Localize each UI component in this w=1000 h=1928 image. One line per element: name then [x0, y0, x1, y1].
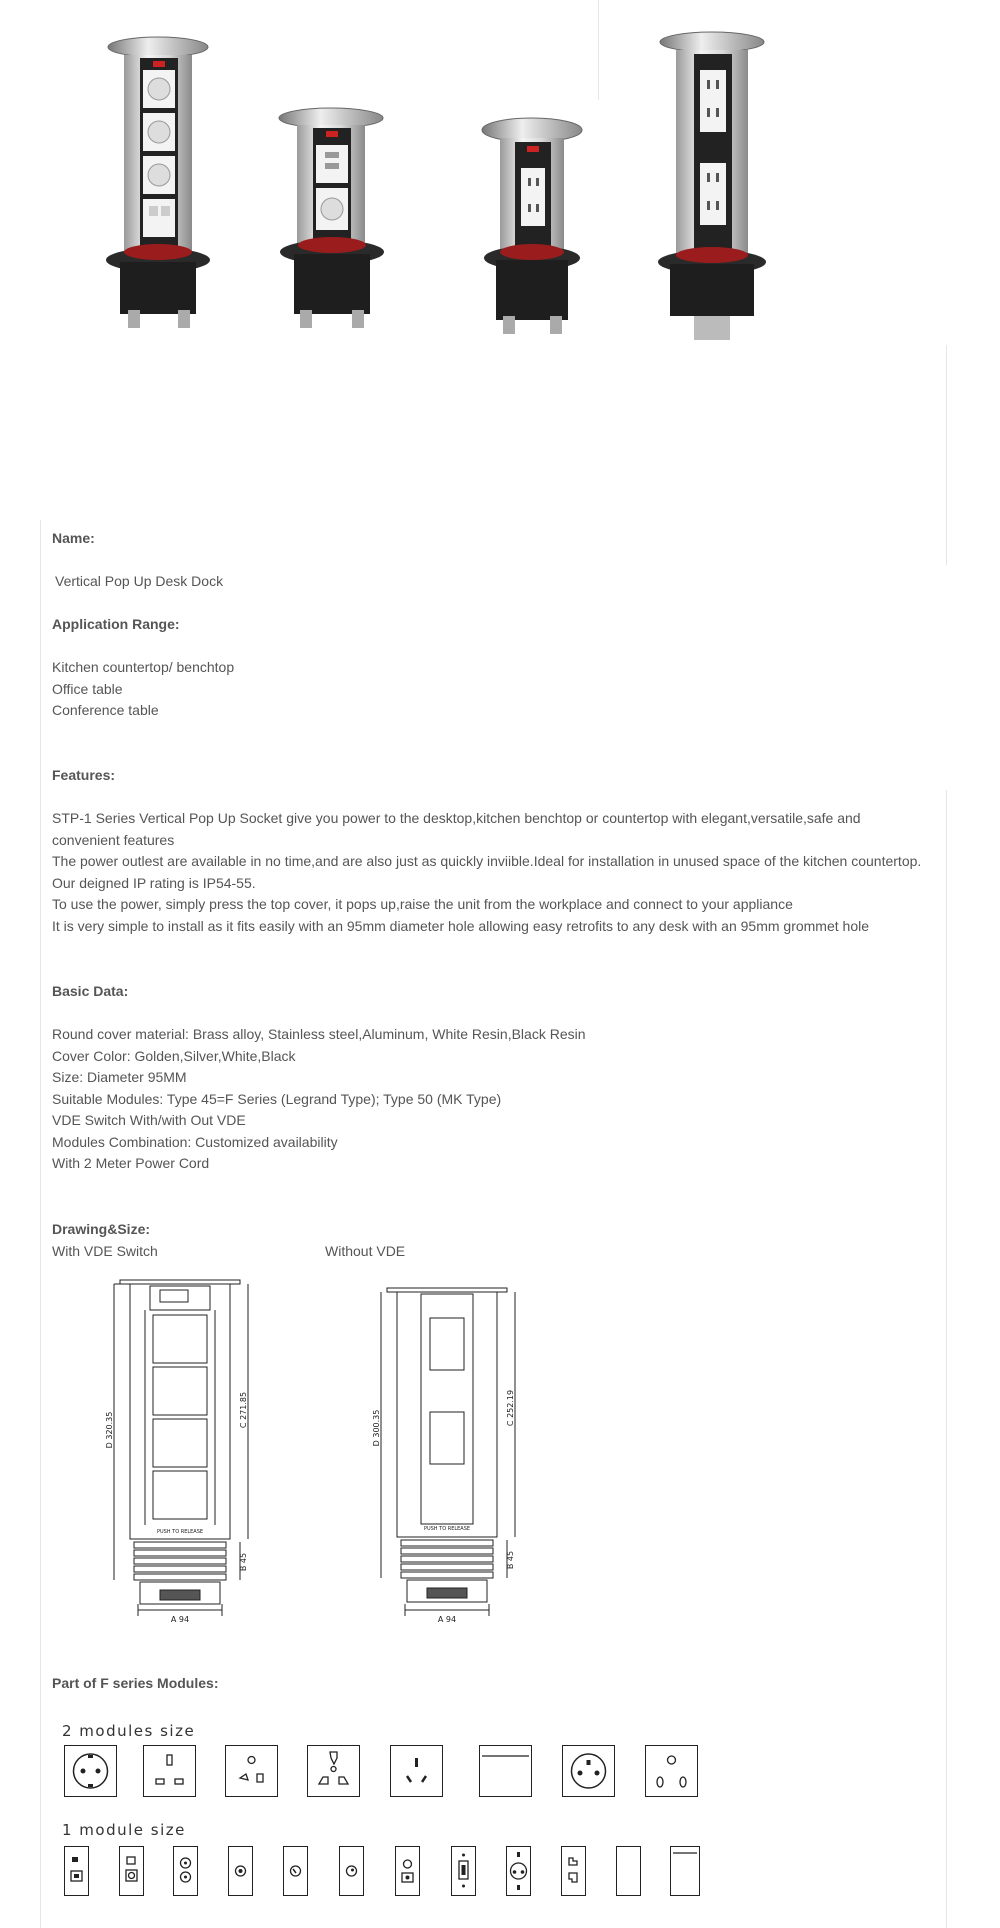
dual-data-icon — [561, 1846, 586, 1896]
usb-module-icon — [451, 1846, 476, 1896]
product-name: Vertical Pop Up Desk Dock — [55, 573, 224, 589]
features-line: To use the power, simply press the top cover, it pops up,raise the unit from the workplace and connect to your appliance — [52, 896, 793, 912]
drawing-with-vde — [100, 1270, 260, 1630]
schuko-socket-icon — [64, 1745, 117, 1797]
basic-data-line: With 2 Meter Power Cord — [52, 1155, 210, 1171]
dimension-label: C 252.19 — [506, 1389, 515, 1427]
basic-data-line: Size: Diameter 95MM — [52, 1069, 187, 1085]
basic-data-line: VDE Switch With/with Out VDE — [52, 1112, 246, 1128]
basic-data-line: Suitable Modules: Type 45=F Series (Legrand Type); Type 50 (MK Type) — [52, 1090, 502, 1107]
blank-plate-icon — [479, 1745, 532, 1797]
pop-up-socket-unit — [106, 37, 210, 328]
universal-socket-icon — [225, 1745, 278, 1797]
features-line: It is very simple to install as it fits easily with an 95mm diameter hole allowing easy retrofits to any desk with an 95mm grommet hole — [52, 917, 869, 934]
two-module-label: 2 modules size — [62, 1722, 196, 1740]
features-line: STP-1 Series Vertical Pop Up Socket give you power to the desktop,kitchen benchtop or countertop with elegant,versatile,safe and — [52, 810, 861, 826]
dimension-label: B 45 — [506, 1550, 515, 1570]
dual-jack-icon — [395, 1846, 420, 1896]
page-guide-line — [40, 520, 41, 1928]
dimension-label: B 45 — [239, 1552, 248, 1572]
name-heading: Name: — [52, 530, 95, 546]
application-item: Conference table — [52, 702, 159, 718]
basic-data-line: Cover Color: Golden,Silver,White,Black — [52, 1047, 296, 1064]
features-heading: Features: — [52, 767, 116, 783]
application-heading: Application Range: — [52, 616, 180, 632]
page-guide-line — [946, 790, 947, 1928]
dimension-label: A 94 — [437, 1615, 457, 1624]
small-socket-icon — [506, 1846, 531, 1896]
application-item: Office table — [52, 680, 123, 697]
modules-heading: Part of F series Modules: — [52, 1675, 219, 1691]
pop-up-socket-unit — [279, 108, 384, 328]
pop-up-socket-unit — [658, 32, 766, 340]
plate-text: PUSH TO RELEASE — [423, 1526, 471, 1532]
dimension-label: D 300.35 — [372, 1409, 381, 1447]
coax-jack-icon — [339, 1846, 364, 1896]
one-module-label: 1 module size — [62, 1821, 186, 1839]
french-socket-icon — [562, 1745, 615, 1797]
dimension-label: D 320.35 — [105, 1411, 114, 1449]
drawing-caption-no-vde: Without VDE — [325, 1243, 406, 1259]
rj45-module-icon — [119, 1846, 144, 1896]
basic-data-heading: Basic Data: — [52, 983, 129, 999]
dual-audio-module-icon — [173, 1846, 198, 1896]
drawing-without-vde — [365, 1278, 525, 1638]
blank-module-icon — [670, 1846, 700, 1896]
drawing-caption-vde: With VDE Switch — [52, 1243, 158, 1259]
features-line: The power outlest are available in no time,and are also just as quickly inviible.Ideal for installation in unused space of the kitchen countertop. — [52, 853, 922, 869]
drawing-heading: Drawing&Size: — [52, 1221, 151, 1237]
product-photo — [0, 0, 1000, 520]
features-line: convenient features — [52, 831, 175, 848]
application-item: Kitchen countertop/ benchtop — [52, 659, 235, 675]
features-line: Our deigned IP rating is IP54-55. — [52, 874, 256, 891]
blank-module-icon — [616, 1846, 641, 1896]
data-module-icon — [64, 1846, 89, 1896]
plate-text: PUSH TO RELEASE — [156, 1529, 204, 1535]
china-socket-icon — [390, 1745, 443, 1797]
dimension-label: A 94 — [170, 1615, 190, 1624]
audio-jack-icon — [228, 1846, 253, 1896]
basic-data-line: Modules Combination: Customized availability — [52, 1133, 338, 1150]
uk-socket-icon — [143, 1745, 196, 1797]
multi-standard-socket-icon — [307, 1745, 360, 1797]
basic-data-line: Round cover material: Brass alloy, Stainless steel,Aluminum, White Resin,Black Resin — [52, 1026, 586, 1042]
dimension-label: C 271.85 — [239, 1391, 248, 1429]
tv-jack-icon — [283, 1846, 308, 1896]
pop-up-socket-unit — [482, 118, 582, 334]
swiss-socket-icon — [645, 1745, 698, 1797]
